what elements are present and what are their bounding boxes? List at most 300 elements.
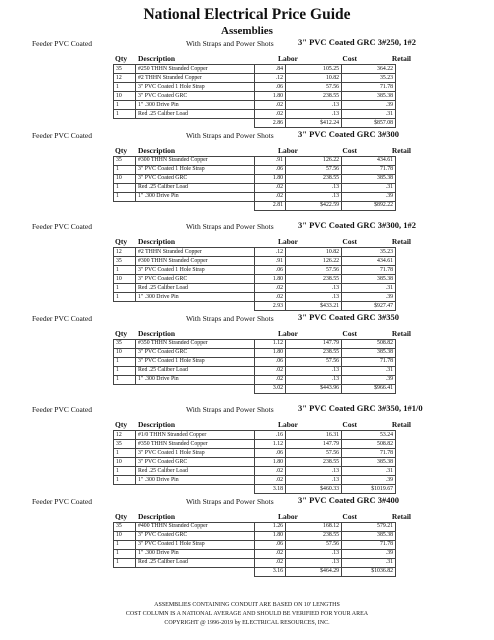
cell-retail: .39 bbox=[342, 293, 396, 302]
cell-labor: .02 bbox=[255, 375, 286, 384]
column-header-cost: Cost bbox=[342, 145, 357, 155]
cell-qty: 10 bbox=[114, 348, 136, 357]
cell-cost: .13 bbox=[286, 293, 342, 302]
cell-desc: #300 THHN Stranded Copper bbox=[136, 257, 255, 266]
cell-qty: 35 bbox=[114, 257, 136, 266]
cell-cost: .13 bbox=[286, 110, 342, 119]
cell-labor: .02 bbox=[255, 183, 286, 192]
cell-retail: 71.78 bbox=[342, 449, 396, 458]
assembly-section bbox=[0, 37, 494, 129]
cell-retail: .39 bbox=[342, 375, 396, 384]
cell-cost: 147.79 bbox=[286, 339, 342, 348]
table-row bbox=[114, 431, 396, 440]
table-row bbox=[114, 275, 396, 284]
section-header bbox=[0, 129, 494, 141]
cell-qty: 35 bbox=[114, 522, 136, 531]
table-row bbox=[114, 467, 396, 476]
table-row bbox=[114, 266, 396, 275]
total-labor: 2.86 bbox=[255, 119, 286, 128]
table-row bbox=[114, 183, 396, 192]
cell-desc: 1" .300 Drive Pin bbox=[136, 101, 255, 110]
table-row bbox=[114, 74, 396, 83]
cell-retail: 385.38 bbox=[342, 531, 396, 540]
cell-qty: 1 bbox=[114, 357, 136, 366]
cell-retail: 35.23 bbox=[342, 74, 396, 83]
cell-cost: 238.55 bbox=[286, 275, 342, 284]
cell-cost: .13 bbox=[286, 558, 342, 567]
cell-desc: 1" .300 Drive Pin bbox=[136, 375, 255, 384]
table-row bbox=[114, 366, 396, 375]
cell-desc: Red .25 Caliber Load bbox=[136, 284, 255, 293]
cell-desc: #350 THHN Stranded Copper bbox=[136, 339, 255, 348]
cell-labor: .02 bbox=[255, 192, 286, 201]
cell-retail: 508.82 bbox=[342, 339, 396, 348]
total-retail: $927.47 bbox=[342, 302, 396, 311]
cell-qty: 35 bbox=[114, 65, 136, 74]
cell-cost: 57.56 bbox=[286, 266, 342, 275]
total-row bbox=[114, 567, 396, 576]
total-cost: $460.33 bbox=[286, 485, 342, 494]
column-header-retail: Retail bbox=[391, 145, 411, 155]
column-header-labor: Labor bbox=[277, 420, 298, 429]
total-spacer bbox=[114, 384, 136, 393]
cell-desc: 3" PVC Coated 1 Hole Strap bbox=[136, 83, 255, 92]
cell-cost: .13 bbox=[286, 467, 342, 476]
total-labor: 3.18 bbox=[255, 485, 286, 494]
cell-retail: 385.38 bbox=[342, 275, 396, 284]
cell-cost: 238.55 bbox=[286, 174, 342, 183]
assembly-section bbox=[0, 220, 494, 312]
cell-retail: 434.61 bbox=[342, 156, 396, 165]
table-row bbox=[114, 248, 396, 257]
column-header-retail: Retail bbox=[391, 420, 411, 429]
column-header-labor: Labor bbox=[277, 511, 298, 521]
cell-retail: 364.22 bbox=[342, 65, 396, 74]
cell-retail: 385.38 bbox=[342, 458, 396, 467]
cell-labor: .02 bbox=[255, 476, 286, 485]
column-header-cost: Cost bbox=[342, 54, 357, 63]
total-retail: $1019.67 bbox=[342, 485, 396, 494]
section-method: With Straps and Power Shots bbox=[186, 405, 274, 414]
table-row bbox=[114, 540, 396, 549]
column-header-retail: Retail bbox=[391, 511, 411, 521]
table-row bbox=[114, 339, 396, 348]
total-spacer bbox=[136, 201, 255, 210]
column-header-desc: Description bbox=[138, 237, 176, 246]
column-header-retail: Retail bbox=[391, 54, 411, 63]
cell-retail: .31 bbox=[342, 467, 396, 476]
cell-cost: 147.79 bbox=[286, 440, 342, 449]
table-row bbox=[114, 458, 396, 467]
column-header-desc: Description bbox=[138, 511, 176, 521]
column-header-qty: Qty bbox=[115, 328, 128, 338]
cell-labor: .02 bbox=[255, 293, 286, 302]
cell-desc: #2 THHN Stranded Copper bbox=[136, 248, 255, 257]
cell-cost: .13 bbox=[286, 192, 342, 201]
total-spacer bbox=[114, 485, 136, 494]
cell-labor: 1.80 bbox=[255, 531, 286, 540]
total-spacer bbox=[136, 485, 255, 494]
total-labor: 2.93 bbox=[255, 302, 286, 311]
section-method: With Straps and Power Shots bbox=[186, 222, 274, 231]
cell-qty: 1 bbox=[114, 83, 136, 92]
total-labor: 3.16 bbox=[255, 567, 286, 576]
cell-cost: 10.82 bbox=[286, 248, 342, 257]
table-row bbox=[114, 92, 396, 101]
section-assembly-name: 3" PVC Coated GRC 3#300 bbox=[298, 128, 400, 139]
assembly-section bbox=[0, 495, 494, 587]
cell-cost: .13 bbox=[286, 549, 342, 558]
total-spacer bbox=[136, 567, 255, 576]
cell-cost: 238.55 bbox=[286, 348, 342, 357]
cell-retail: .39 bbox=[342, 101, 396, 110]
cell-cost: .13 bbox=[286, 375, 342, 384]
cell-cost: 10.82 bbox=[286, 74, 342, 83]
total-cost: $433.21 bbox=[286, 302, 342, 311]
section-category: Feeder PVC Coated bbox=[32, 405, 92, 414]
assembly-section bbox=[0, 312, 494, 404]
cell-cost: .13 bbox=[286, 366, 342, 375]
table-row bbox=[114, 156, 396, 165]
column-header-qty: Qty bbox=[115, 145, 128, 155]
section-header bbox=[0, 403, 494, 415]
cell-labor: .12 bbox=[255, 248, 286, 257]
table-row bbox=[114, 476, 396, 485]
cell-desc: #400 THHN Stranded Copper bbox=[136, 522, 255, 531]
cell-qty: 10 bbox=[114, 458, 136, 467]
cell-labor: .02 bbox=[255, 549, 286, 558]
total-row bbox=[114, 384, 396, 393]
cell-desc: 3" PVC Coated GRC bbox=[136, 174, 255, 183]
cell-retail: .39 bbox=[342, 549, 396, 558]
table-row bbox=[114, 110, 396, 119]
table-row bbox=[114, 101, 396, 110]
cell-retail: .39 bbox=[342, 476, 396, 485]
cell-qty: 10 bbox=[114, 275, 136, 284]
column-header-cost: Cost bbox=[342, 328, 357, 338]
cell-cost: 238.55 bbox=[286, 531, 342, 540]
cell-qty: 35 bbox=[114, 156, 136, 165]
cell-retail: 71.78 bbox=[342, 266, 396, 275]
cell-retail: .31 bbox=[342, 110, 396, 119]
section-category: Feeder PVC Coated bbox=[32, 39, 92, 48]
column-header-desc: Description bbox=[138, 54, 176, 63]
cell-desc: 3" PVC Coated GRC bbox=[136, 348, 255, 357]
cell-desc: 1" .300 Drive Pin bbox=[136, 476, 255, 485]
section-assembly-name: 3" PVC Coated GRC 3#300, 1#2 bbox=[298, 220, 417, 230]
cell-qty: 1 bbox=[114, 558, 136, 567]
cell-labor: .06 bbox=[255, 266, 286, 275]
footer-copyright: COPYRIGHT @ 1996-2019 by ELECTRICAL RESOURCES, INC. bbox=[164, 620, 330, 626]
cell-retail: .31 bbox=[342, 366, 396, 375]
cell-labor: 1.12 bbox=[255, 440, 286, 449]
column-header-desc: Description bbox=[138, 145, 176, 155]
cell-cost: 57.56 bbox=[286, 449, 342, 458]
total-labor: 2.81 bbox=[255, 201, 286, 210]
cell-labor: 1.80 bbox=[255, 348, 286, 357]
column-header-qty: Qty bbox=[115, 54, 128, 63]
cell-retail: 385.38 bbox=[342, 174, 396, 183]
column-headers bbox=[0, 420, 494, 430]
table-row bbox=[114, 174, 396, 183]
section-assembly-name: 3" PVC Coated GRC 3#400 bbox=[298, 494, 400, 505]
cell-cost: 57.56 bbox=[286, 540, 342, 549]
column-header-retail: Retail bbox=[391, 328, 411, 338]
cell-desc: 3" PVC Coated 1 Hole Strap bbox=[136, 449, 255, 458]
cell-desc: 1" .300 Drive Pin bbox=[136, 192, 255, 201]
total-retail: $857.08 bbox=[342, 119, 396, 128]
total-cost: $412.24 bbox=[286, 119, 342, 128]
section-header bbox=[0, 220, 494, 232]
total-cost: $443.96 bbox=[286, 384, 342, 393]
cell-labor: .02 bbox=[255, 284, 286, 293]
assembly-table bbox=[113, 247, 396, 311]
cell-labor: .12 bbox=[255, 74, 286, 83]
cell-cost: 168.12 bbox=[286, 522, 342, 531]
table-row bbox=[114, 293, 396, 302]
section-method: With Straps and Power Shots bbox=[186, 130, 274, 140]
cell-desc: 3" PVC Coated GRC bbox=[136, 531, 255, 540]
assembly-table bbox=[113, 522, 396, 577]
total-spacer bbox=[136, 384, 255, 393]
cell-cost: .13 bbox=[286, 101, 342, 110]
page-title: National Electrical Price Guide bbox=[143, 6, 351, 23]
cell-labor: .06 bbox=[255, 165, 286, 174]
section-method: With Straps and Power Shots bbox=[186, 39, 274, 48]
cell-cost: 16.31 bbox=[286, 431, 342, 440]
table-row bbox=[114, 531, 396, 540]
cell-cost: 238.55 bbox=[286, 458, 342, 467]
table-row bbox=[114, 192, 396, 201]
cell-desc: #1/0 THHN Stranded Copper bbox=[136, 431, 255, 440]
cell-retail: .31 bbox=[342, 558, 396, 567]
assembly-table bbox=[113, 64, 396, 128]
cell-qty: 1 bbox=[114, 467, 136, 476]
cell-labor: .02 bbox=[255, 558, 286, 567]
total-spacer bbox=[114, 119, 136, 128]
column-headers bbox=[0, 512, 494, 522]
cell-desc: 3" PVC Coated GRC bbox=[136, 92, 255, 101]
cell-qty: 1 bbox=[114, 476, 136, 485]
table-row bbox=[114, 558, 396, 567]
column-header-desc: Description bbox=[138, 328, 176, 338]
total-spacer bbox=[136, 119, 255, 128]
table-row bbox=[114, 449, 396, 458]
total-spacer bbox=[114, 302, 136, 311]
section-header bbox=[0, 495, 494, 507]
total-spacer bbox=[136, 302, 255, 311]
column-header-qty: Qty bbox=[115, 420, 128, 429]
cell-desc: 3" PVC Coated 1 Hole Strap bbox=[136, 540, 255, 549]
cell-cost: 57.56 bbox=[286, 83, 342, 92]
section-category: Feeder PVC Coated bbox=[32, 313, 92, 323]
cell-desc: #250 THHN Stranded Copper bbox=[136, 65, 255, 74]
cell-retail: 71.78 bbox=[342, 540, 396, 549]
total-row bbox=[114, 302, 396, 311]
cell-labor: 1.80 bbox=[255, 92, 286, 101]
cell-labor: .06 bbox=[255, 83, 286, 92]
cell-labor: .06 bbox=[255, 357, 286, 366]
cell-desc: Red .25 Caliber Load bbox=[136, 467, 255, 476]
assembly-table bbox=[113, 339, 396, 394]
cell-qty: 1 bbox=[114, 110, 136, 119]
cell-retail: 35.23 bbox=[342, 248, 396, 257]
total-row bbox=[114, 201, 396, 210]
cell-retail: .39 bbox=[342, 192, 396, 201]
column-header-labor: Labor bbox=[277, 145, 298, 155]
column-headers bbox=[0, 329, 494, 339]
cell-retail: 508.82 bbox=[342, 440, 396, 449]
column-headers bbox=[0, 54, 494, 64]
cell-labor: 1.80 bbox=[255, 174, 286, 183]
cell-qty: 1 bbox=[114, 540, 136, 549]
cell-desc: 3" PVC Coated GRC bbox=[136, 275, 255, 284]
section-category: Feeder PVC Coated bbox=[32, 130, 92, 140]
cell-retail: 71.78 bbox=[342, 165, 396, 174]
cell-labor: 1.80 bbox=[255, 275, 286, 284]
cell-cost: 57.56 bbox=[286, 357, 342, 366]
total-labor: 3.02 bbox=[255, 384, 286, 393]
cell-qty: 1 bbox=[114, 549, 136, 558]
column-header-labor: Labor bbox=[277, 54, 298, 63]
cell-cost: 126.22 bbox=[286, 156, 342, 165]
cell-labor: .91 bbox=[255, 156, 286, 165]
total-retail: $892.22 bbox=[342, 201, 396, 210]
table-row bbox=[114, 83, 396, 92]
cell-retail: 434.61 bbox=[342, 257, 396, 266]
total-cost: $422.59 bbox=[286, 201, 342, 210]
section-header bbox=[0, 37, 494, 49]
cell-qty: 1 bbox=[114, 266, 136, 275]
table-row bbox=[114, 165, 396, 174]
cell-labor: 1.80 bbox=[255, 458, 286, 467]
section-assembly-name: 3" PVC Coated GRC 3#250, 1#2 bbox=[298, 37, 417, 47]
cell-cost: 238.55 bbox=[286, 92, 342, 101]
cell-retail: .31 bbox=[342, 183, 396, 192]
cell-qty: 1 bbox=[114, 293, 136, 302]
table-row bbox=[114, 440, 396, 449]
cell-desc: Red .25 Caliber Load bbox=[136, 110, 255, 119]
total-retail: $966.41 bbox=[342, 384, 396, 393]
table-row bbox=[114, 357, 396, 366]
cell-qty: 10 bbox=[114, 92, 136, 101]
cell-qty: 1 bbox=[114, 165, 136, 174]
cell-qty: 12 bbox=[114, 74, 136, 83]
cell-qty: 12 bbox=[114, 431, 136, 440]
table-row bbox=[114, 522, 396, 531]
cell-retail: 579.21 bbox=[342, 522, 396, 531]
cell-desc: #350 THHN Stranded Copper bbox=[136, 440, 255, 449]
table-row bbox=[114, 549, 396, 558]
cell-cost: 126.22 bbox=[286, 257, 342, 266]
cell-labor: .91 bbox=[255, 257, 286, 266]
cell-labor: 1.12 bbox=[255, 339, 286, 348]
cell-retail: 53.24 bbox=[342, 431, 396, 440]
cell-qty: 10 bbox=[114, 174, 136, 183]
assembly-section bbox=[0, 403, 494, 495]
cell-cost: 105.25 bbox=[286, 65, 342, 74]
page-subtitle: Assemblies bbox=[221, 25, 273, 37]
column-header-labor: Labor bbox=[277, 328, 298, 338]
cell-desc: Red .25 Caliber Load bbox=[136, 183, 255, 192]
cell-cost: .13 bbox=[286, 284, 342, 293]
table-row bbox=[114, 65, 396, 74]
section-category: Feeder PVC Coated bbox=[32, 222, 92, 231]
cell-labor: .06 bbox=[255, 540, 286, 549]
total-spacer bbox=[114, 201, 136, 210]
cell-retail: .31 bbox=[342, 284, 396, 293]
assemblies-list bbox=[0, 37, 494, 586]
cell-desc: 3" PVC Coated 1 Hole Strap bbox=[136, 357, 255, 366]
column-header-desc: Description bbox=[138, 420, 176, 429]
section-assembly-name: 3" PVC Coated GRC 3#350 bbox=[298, 311, 400, 322]
cell-labor: .02 bbox=[255, 101, 286, 110]
cell-qty: 1 bbox=[114, 192, 136, 201]
cell-desc: 1" .300 Drive Pin bbox=[136, 549, 255, 558]
total-cost: $464.29 bbox=[286, 567, 342, 576]
cell-desc: Red .25 Caliber Load bbox=[136, 366, 255, 375]
section-header bbox=[0, 312, 494, 324]
section-category: Feeder PVC Coated bbox=[32, 496, 92, 506]
cell-desc: 3" PVC Coated GRC bbox=[136, 458, 255, 467]
table-row bbox=[114, 348, 396, 357]
cell-desc: #2 THHN Stranded Copper bbox=[136, 74, 255, 83]
section-method: With Straps and Power Shots bbox=[186, 496, 274, 506]
cell-qty: 1 bbox=[114, 366, 136, 375]
cell-retail: 385.38 bbox=[342, 92, 396, 101]
cell-desc: #300 THHN Stranded Copper bbox=[136, 156, 255, 165]
cell-labor: .02 bbox=[255, 467, 286, 476]
column-header-cost: Cost bbox=[342, 511, 357, 521]
column-header-retail: Retail bbox=[391, 237, 411, 246]
cell-retail: 71.78 bbox=[342, 357, 396, 366]
cell-desc: 3" PVC Coated 1 Hole Strap bbox=[136, 266, 255, 275]
column-header-cost: Cost bbox=[342, 420, 357, 429]
cell-desc: Red .25 Caliber Load bbox=[136, 558, 255, 567]
cell-qty: 1 bbox=[114, 449, 136, 458]
cell-labor: .84 bbox=[255, 65, 286, 74]
total-row bbox=[114, 119, 396, 128]
cell-labor: .06 bbox=[255, 449, 286, 458]
cell-retail: 385.38 bbox=[342, 348, 396, 357]
column-header-cost: Cost bbox=[342, 237, 357, 246]
cell-cost: .13 bbox=[286, 476, 342, 485]
cell-labor: .02 bbox=[255, 110, 286, 119]
table-row bbox=[114, 257, 396, 266]
cell-qty: 12 bbox=[114, 248, 136, 257]
section-assembly-name: 3" PVC Coated GRC 3#350, 1#1/0 bbox=[298, 403, 423, 413]
assembly-section bbox=[0, 129, 494, 221]
cell-qty: 35 bbox=[114, 339, 136, 348]
column-headers bbox=[0, 237, 494, 247]
assembly-table bbox=[113, 156, 396, 211]
cell-qty: 10 bbox=[114, 531, 136, 540]
cell-qty: 1 bbox=[114, 375, 136, 384]
footer-note-cost: COST COLUMN IS A NATIONAL AVERAGE AND SHOULD BE VERIFIED FOR YOUR AREA bbox=[125, 611, 369, 617]
column-header-qty: Qty bbox=[115, 237, 128, 246]
table-row bbox=[114, 375, 396, 384]
cell-labor: .16 bbox=[255, 431, 286, 440]
cell-qty: 1 bbox=[114, 101, 136, 110]
column-header-labor: Labor bbox=[277, 237, 298, 246]
cell-cost: 57.56 bbox=[286, 165, 342, 174]
column-header-qty: Qty bbox=[115, 511, 128, 521]
cell-cost: .13 bbox=[286, 183, 342, 192]
total-retail: $1036.82 bbox=[342, 567, 396, 576]
cell-desc: 3" PVC Coated 1 Hole Strap bbox=[136, 165, 255, 174]
total-row bbox=[114, 485, 396, 494]
assembly-table bbox=[113, 430, 396, 494]
